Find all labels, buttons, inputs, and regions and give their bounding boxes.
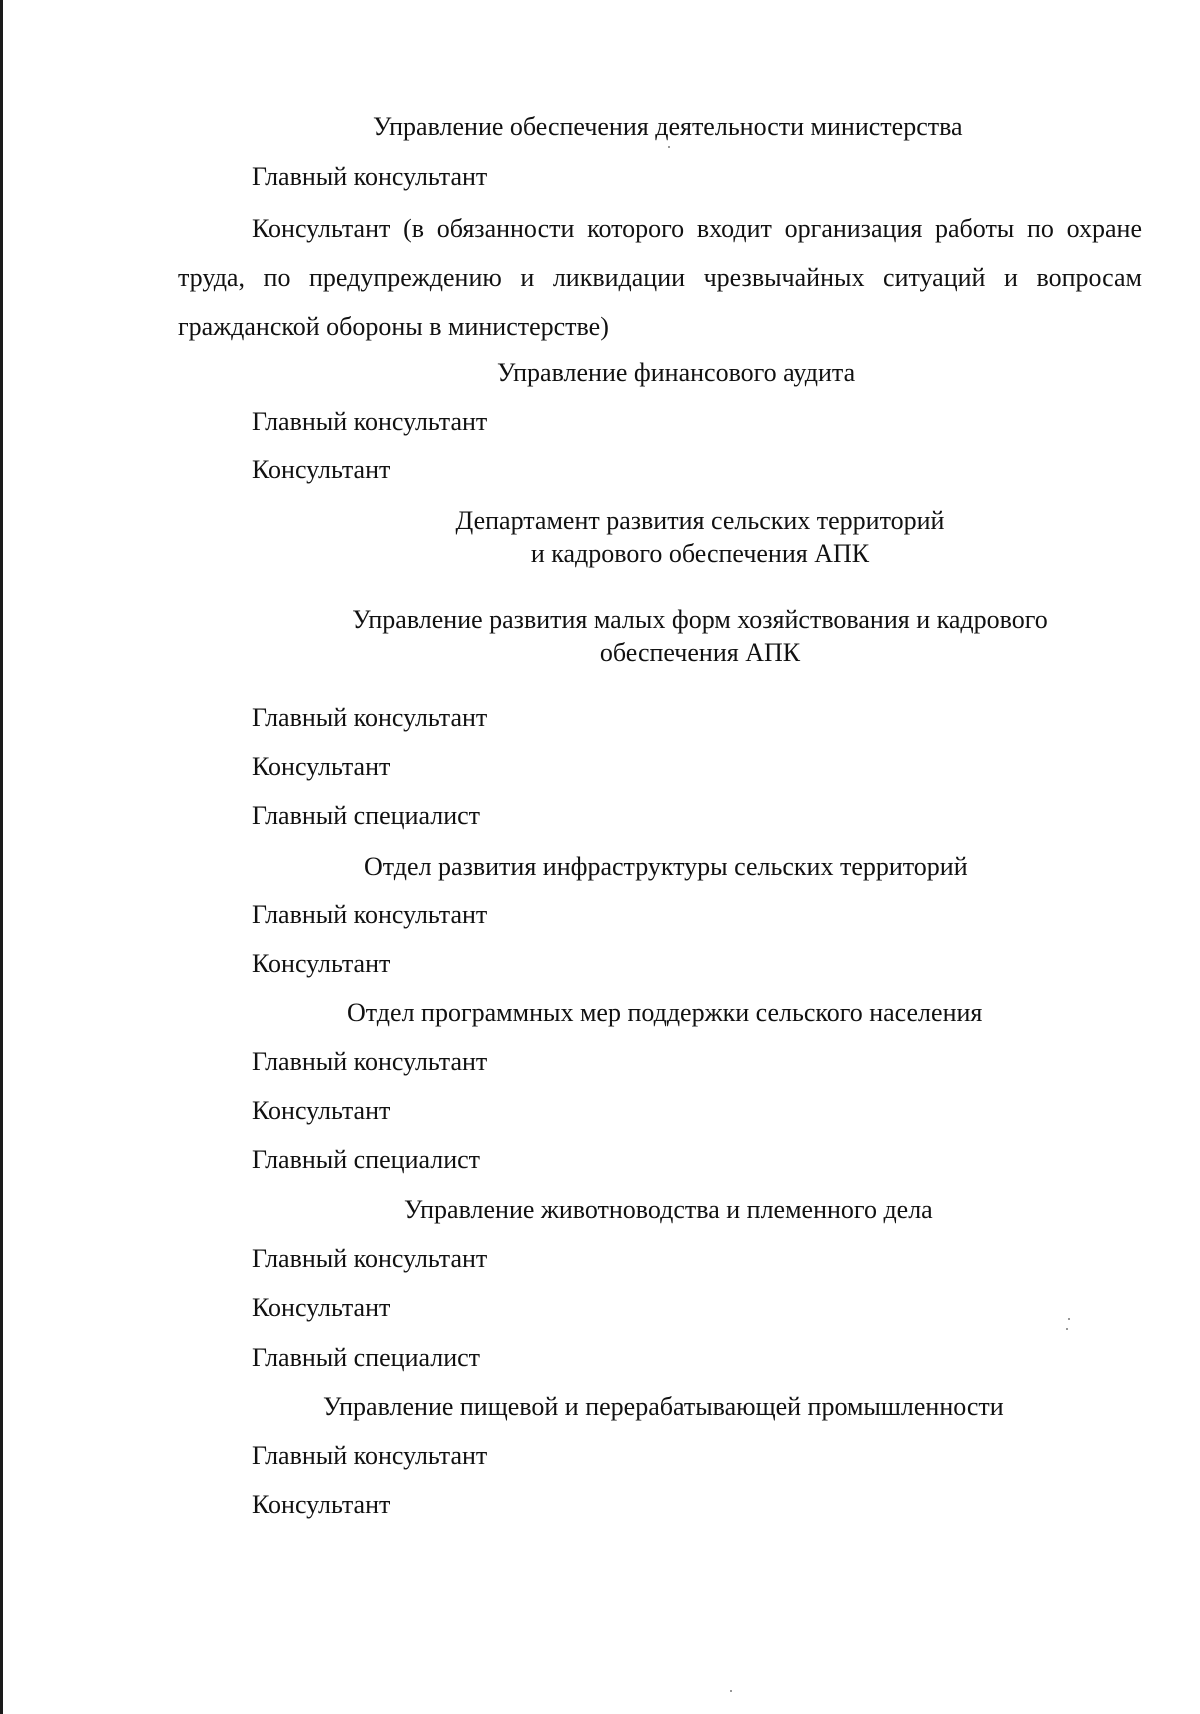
scan-speck [730, 1690, 732, 1692]
scan-speck [668, 146, 670, 148]
scan-speck [1066, 1328, 1068, 1330]
position-item: Главный специалист [252, 1343, 481, 1372]
position-item: Консультант [252, 752, 391, 781]
scan-edge [0, 0, 3, 1714]
section-heading: Управление животноводства и племенного дела [404, 1195, 933, 1224]
position-item: Консультант [252, 1490, 391, 1519]
section-heading: Управление пищевой и перерабатывающей промышленности [323, 1392, 1004, 1421]
section-heading: Отдел программных мер поддержки сельского населения [347, 998, 983, 1027]
section-heading-line: Управление развития малых форм хозяйствования и кадрового [352, 605, 1048, 634]
department-heading-line: и кадрового обеспечения АПК [530, 539, 870, 568]
position-item: Главный консультант [252, 1441, 488, 1470]
department-heading [300, 504, 1100, 570]
position-item: Главный консультант [252, 1244, 488, 1273]
section-heading [230, 603, 1170, 669]
position-paragraph: Консультант (в обязанности которого входит организация работы по охране труда, по предупреждению и ликвидации чрезвычайных ситуаций и вопросам гражданской обороны в министерстве) [178, 214, 1142, 341]
position-item: Консультант [252, 1293, 391, 1322]
position-item: Консультант [252, 1096, 391, 1125]
position-item: Консультант [252, 455, 391, 484]
section-heading: Управление обеспечения деятельности министерства [373, 112, 963, 141]
department-heading-line: Департамент развития сельских территорий [455, 506, 945, 535]
position-item: Главный консультант [252, 1047, 488, 1076]
section-heading-line: обеспечения АПК [599, 638, 801, 667]
position-item: Главный специалист [252, 801, 481, 830]
position-item: Главный консультант [252, 407, 488, 436]
position-item: Консультант [252, 949, 391, 978]
position-item: Главный консультант [252, 703, 488, 732]
position-item: Главный консультант [252, 900, 488, 929]
section-heading: Отдел развития инфраструктуры сельских территорий [364, 852, 968, 881]
position-item: Главный специалист [252, 1145, 481, 1174]
scan-speck [1068, 1318, 1070, 1320]
section-heading: Управление финансового аудита [497, 358, 856, 387]
position-item: Главный консультант [252, 162, 488, 191]
